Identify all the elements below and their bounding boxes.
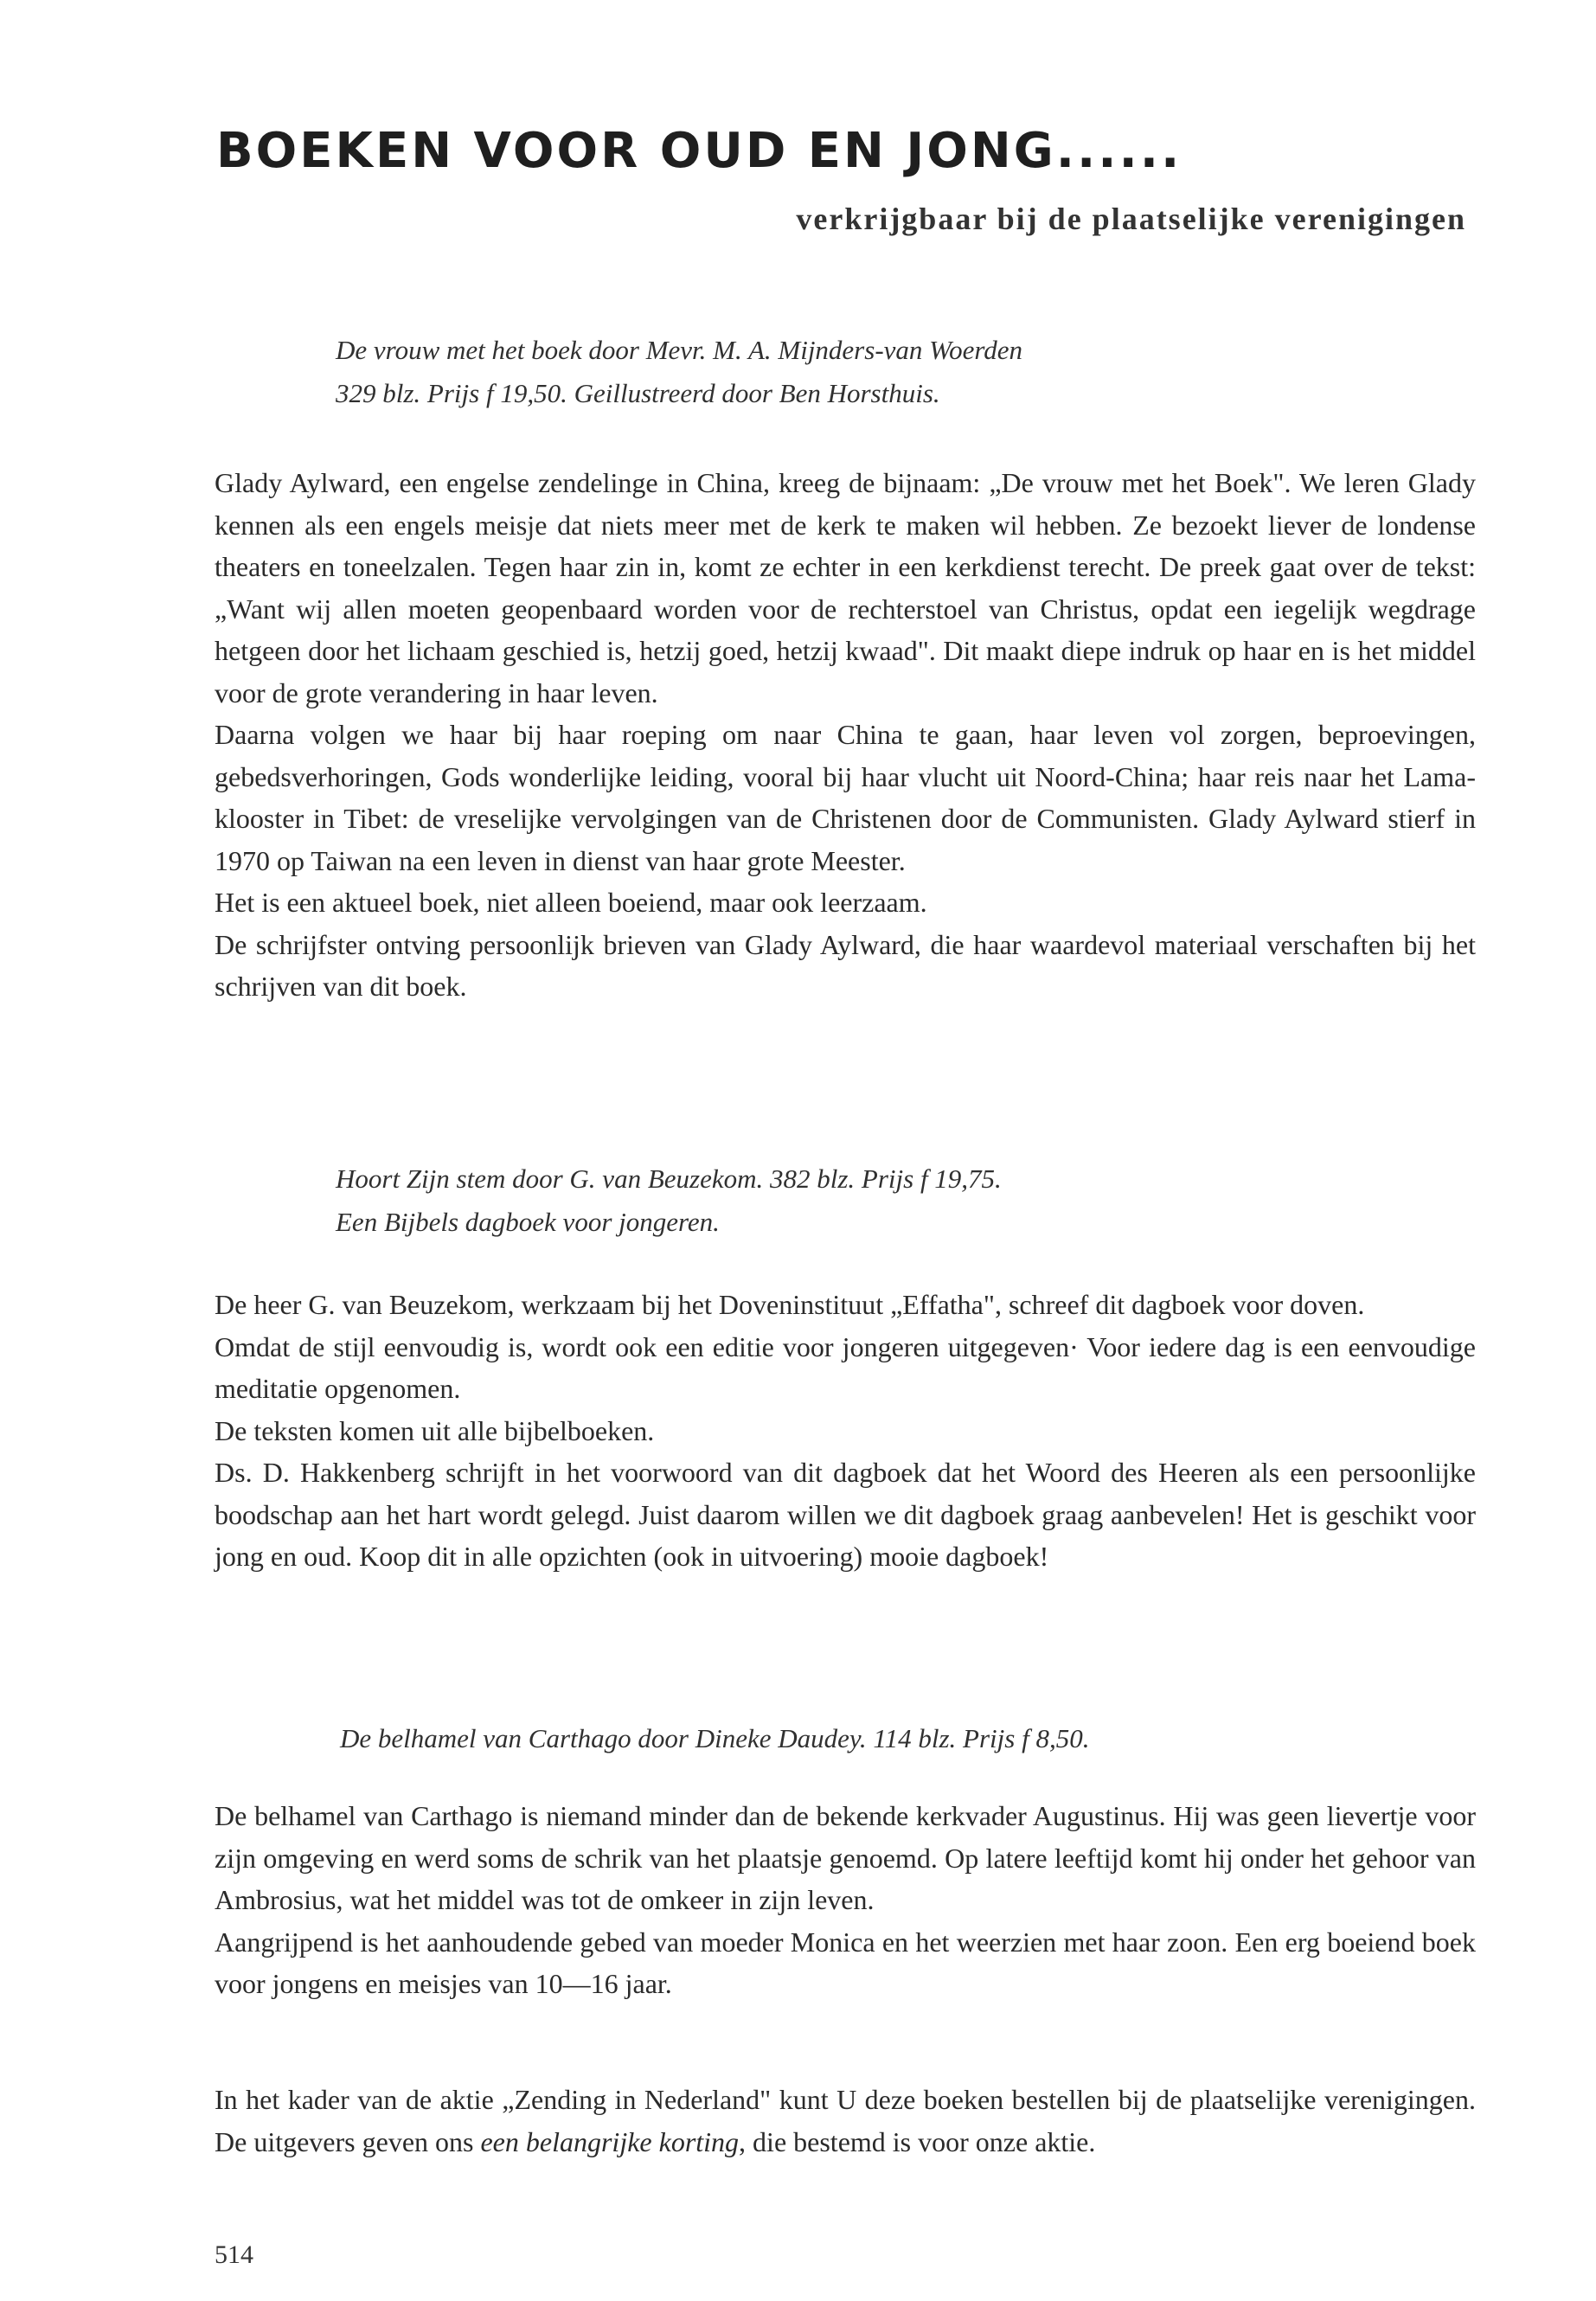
book-description [215, 462, 1476, 1008]
paragraph: Glady Aylward, een engelse zendelinge in China, kreeg de bijnaam: „De vrouw met het Boek". We leren Glady kennen als een engels meisje dat niets meer met de kerk te maken wil hebben. Ze bezoekt liever de londense theaters en toneelzalen. Tegen haar zin in, komt ze echter in een kerkdienst terecht. De preek gaat over de tekst: „Want wij allen moeten geopenbaard worden voor de rechterstoel van Christus, opdat een iegelijk wegdrage hetgeen door het lichaam geschied is, hetzij goed, hetzij kwaad". Dit maakt diepe indruk op haar en is het middel voor de grote verandering in haar leven. [215, 467, 1476, 708]
book-description [215, 1795, 1476, 2005]
book-heading [340, 1717, 1476, 1760]
book-heading-line: De belhamel van Carthago door Dineke Daudey. 114 blz. Prijs f 8,50. [340, 1723, 1090, 1753]
paragraph: De belhamel van Carthago is niemand minder dan de bekende kerkvader Augustinus. Hij was geen lievertje voor zijn omgeving en werd soms de schrik van het plaatsje genoemd. Op latere leeftijd komt hij onder het gehoor van Ambrosius, wat het middel was tot de omkeer in zijn leven. [215, 1800, 1476, 1915]
paragraph: De schrijfster ontving persoonlijk brieven van Glady Aylward, die haar waardevol materiaal verschaften bij het schrijven van dit boek. [215, 928, 1476, 1002]
page-title: BOEKEN VOOR OUD EN JONG...... [216, 123, 1183, 179]
paragraph: De teksten komen uit alle bijbelboeken. [215, 1414, 655, 1446]
paragraph: De heer G. van Beuzekom, werkzaam bij het Doveninstituut „Effatha", schreef dit dagboek voor doven. [215, 1289, 1365, 1320]
book-review-de-vrouw-met-het-boek [215, 329, 1476, 1008]
page-subtitle: verkrijgbaar bij de plaatselijke verenigingen [796, 202, 1466, 236]
book-heading [336, 329, 1476, 415]
book-heading-line: Hoort Zijn stem door G. van Beuzekom. 382 blz. Prijs f 19,75. [336, 1163, 1002, 1194]
book-heading [336, 1157, 1476, 1244]
paragraph: Het is een aktueel boek, niet alleen boeiend, maar ook leerzaam. [215, 887, 927, 918]
book-heading-line: De vrouw met het boek door Mevr. M. A. Mijnders-van Woerden [336, 335, 1023, 365]
paragraph: Ds. D. Hakkenberg schrijft in het voorwoord van dit dagboek dat het Woord des Heeren als een persoonlijke boodschap aan het hart wordt gelegd. Juist daarom willen we dit dagboek graag aanbevelen! Het is geschikt voor jong en oud. Koop dit in alle opzichten (ook in uitvoering) mooie dagboek! [215, 1457, 1476, 1572]
book-description [215, 1284, 1476, 1578]
book-review-de-belhamel-van-carthago [215, 1717, 1476, 2005]
closing-note [215, 2079, 1476, 2163]
closing-text-end: , die bestemd is voor onze aktie. [739, 2125, 1096, 2157]
book-review-hoort-zijn-stem [215, 1157, 1476, 1578]
paragraph: Daarna volgen we haar bij haar roeping om naar China te gaan, haar leven vol zorgen, beproevingen, gebedsverhoringen, Gods wonderlijke leiding, vooral bij haar vlucht uit Noord-China; haar reis naar het Lama-klooster in Tibet: de vreselijke vervolgingen van de Christenen door de Communisten. Glady Aylward stierf in 1970 op Taiwan na een leven in dienst van haar grote Meester. [215, 719, 1476, 876]
closing-text: In het kader van de aktie „Zending in Nederland" kunt U deze boeken bestellen bij de plaatselijke verenigingen. De uitgevers geven ons [215, 2084, 1476, 2157]
paragraph: Omdat de stijl eenvoudig is, wordt ook een editie voor jongeren uitgegeven· Voor iedere dag is een eenvoudige meditatie opgenomen. [215, 1330, 1476, 1404]
closing-emphasis: een belangrijke korting [480, 2125, 740, 2157]
paragraph: Aangrijpend is het aanhoudende gebed van moeder Monica en het weerzien met haar zoon. Een erg boeiend boek voor jongens en meisjes van 10—16 jaar. [215, 1926, 1476, 1999]
book-heading-line: 329 blz. Prijs f 19,50. Geillustreerd door Ben Horsthuis. [336, 378, 940, 408]
page-number: 514 [215, 2240, 253, 2269]
book-heading-line: Een Bijbels dagboek voor jongeren. [336, 1207, 720, 1237]
closing-paragraph [215, 2079, 1476, 2163]
